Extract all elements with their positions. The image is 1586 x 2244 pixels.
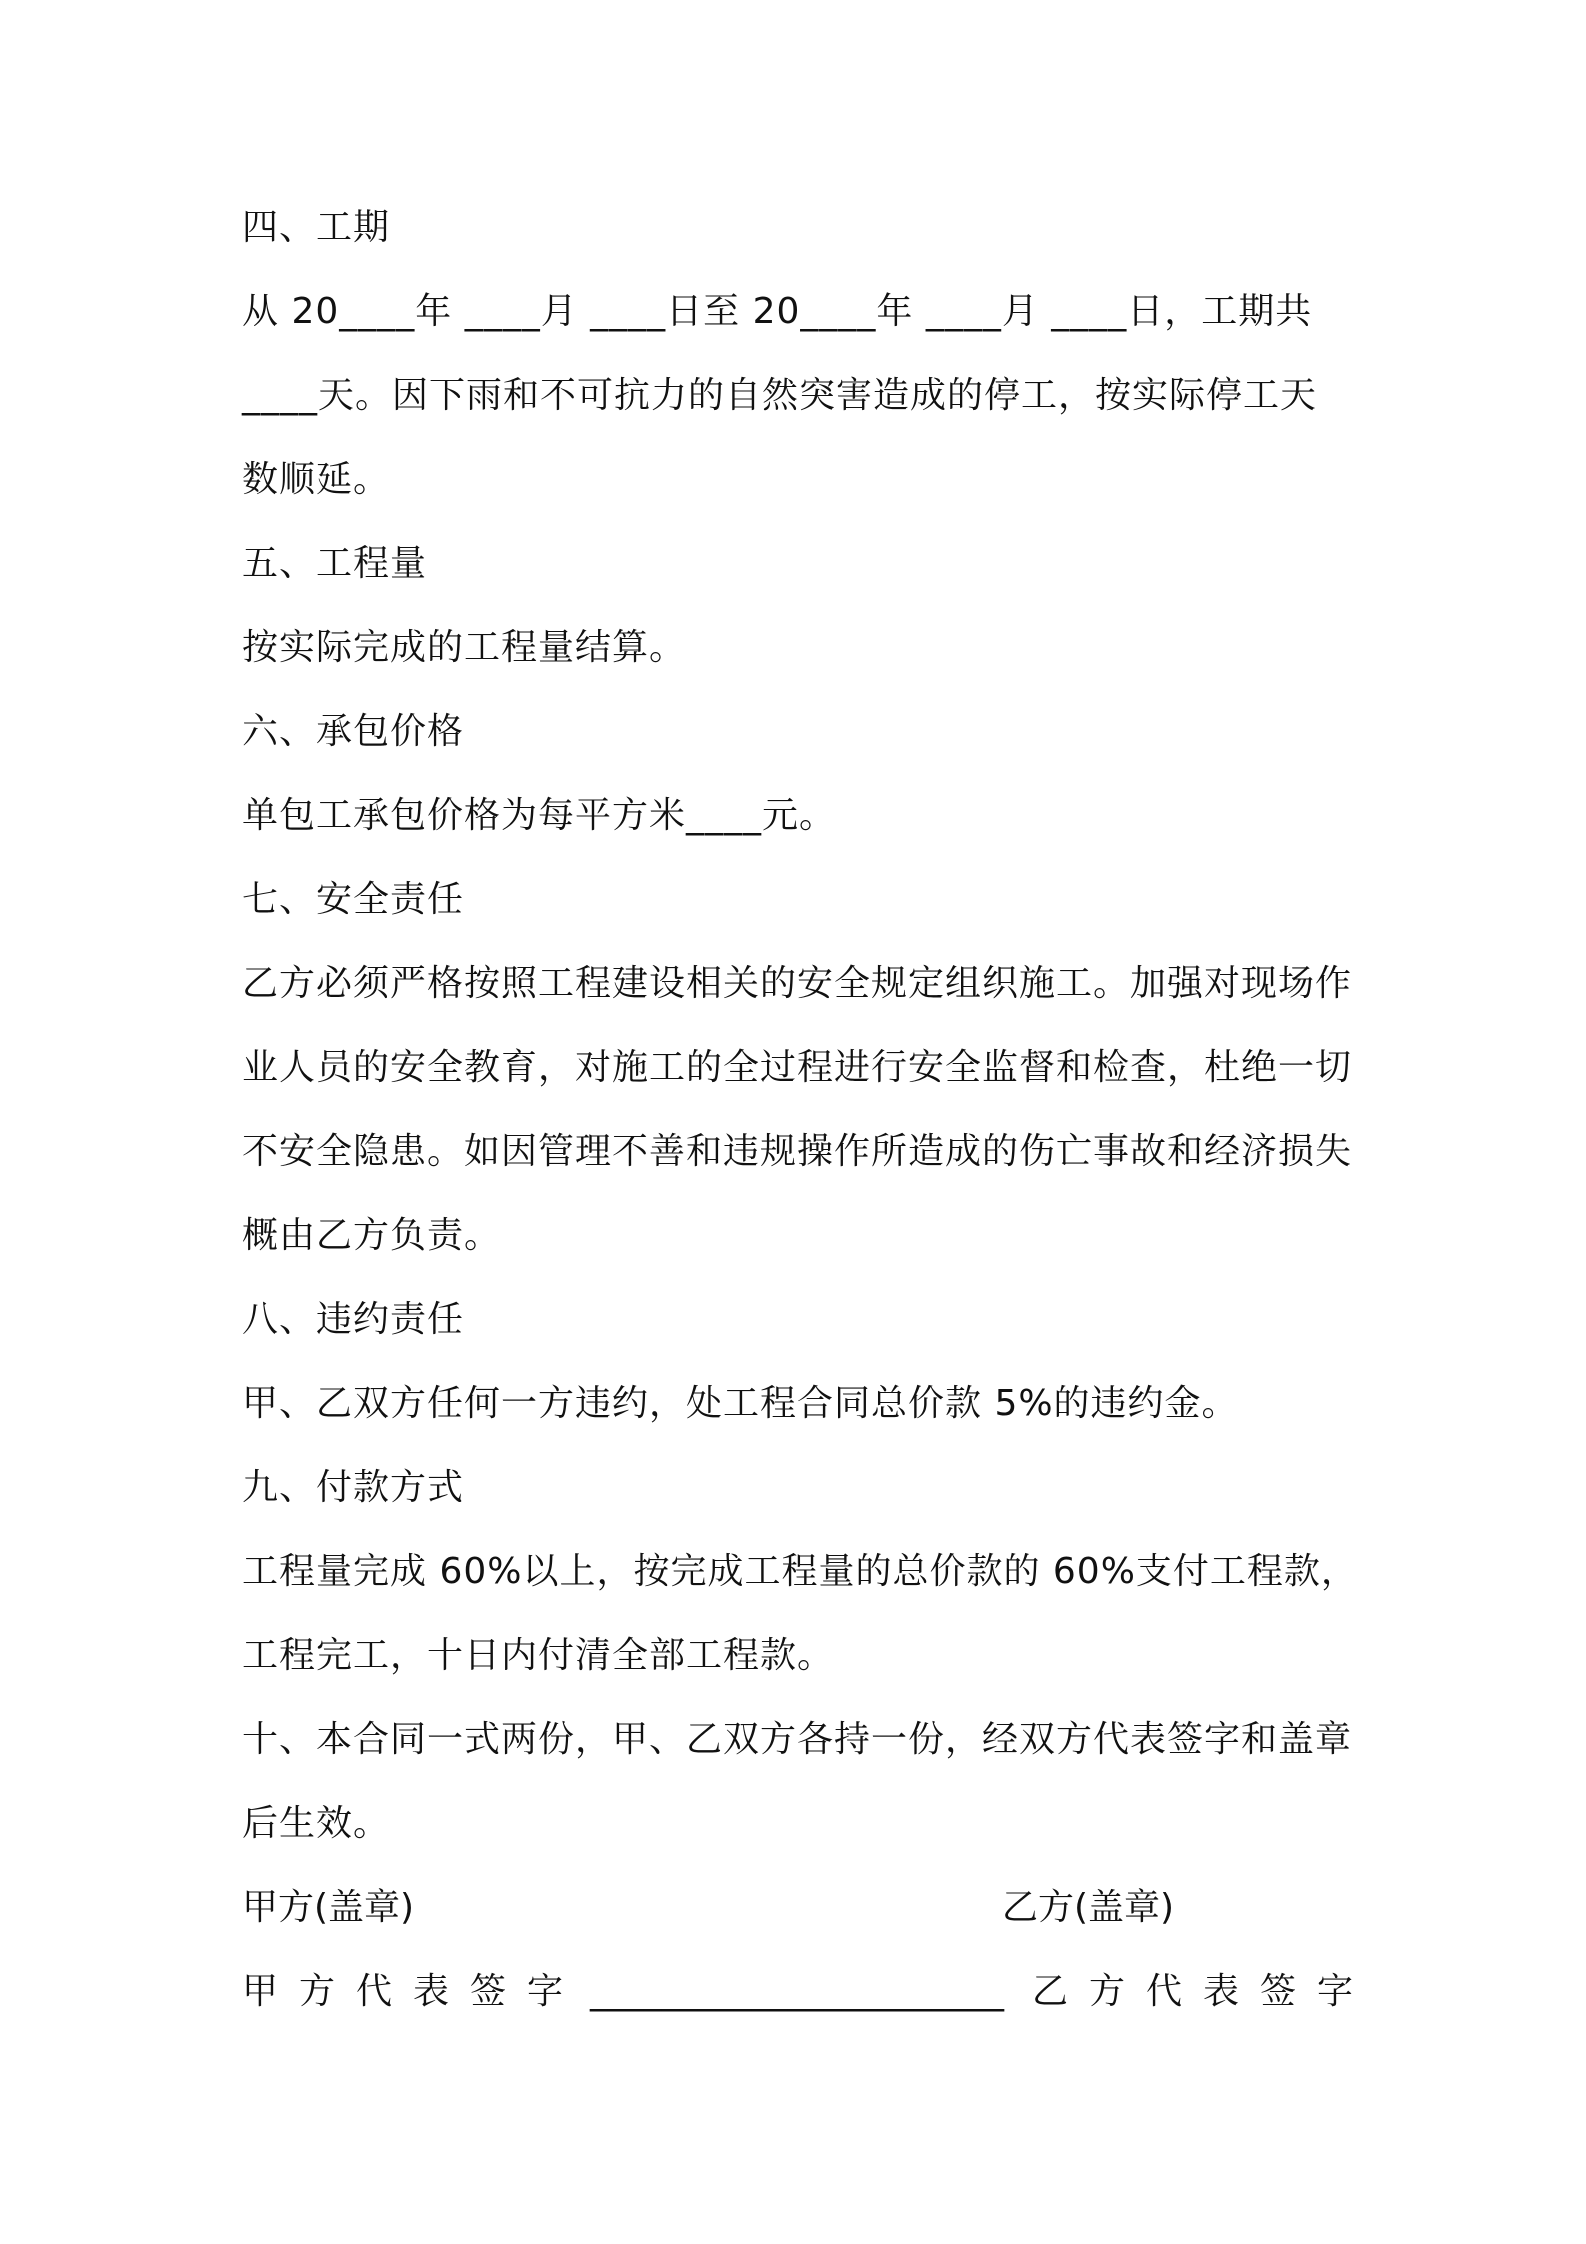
section-4-title: 四、工期 <box>242 207 391 248</box>
section-9-title: 九、付款方式 <box>242 1467 465 1508</box>
section-9-text-line-1: 工程量完成 60%以上，按完成工程量的总价款的 60%支付工程款， <box>242 1551 1358 1592</box>
section-4-text-line-3: 数顺延。 <box>242 459 391 500</box>
party-b-representative-label: 乙方代表签字 <box>1032 1971 1375 2012</box>
stamp-row <box>242 1866 1356 1950</box>
section-8-text-line-1: 甲、乙双方任何一方违约，处工程合同总价款 5%的违约金。 <box>242 1383 1239 1424</box>
section-10-text-line-1: 十、本合同一式两份，甲、乙双方各持一份，经双方代表签字和盖章 <box>242 1719 1353 1760</box>
section-6-title: 六、承包价格 <box>242 711 465 752</box>
party-a-stamp-label: 甲方(盖章) <box>242 1887 415 1928</box>
section-8-title: 八、违约责任 <box>242 1299 465 1340</box>
section-7-text-line-3: 不安全隐患。如因管理不善和违规操作所造成的伤亡事故和经济损失 <box>242 1131 1353 1172</box>
section-5-title: 五、工程量 <box>242 543 428 584</box>
section-9-text-line-2: 工程完工，十日内付清全部工程款。 <box>242 1635 835 1676</box>
section-5-text-line-1: 按实际完成的工程量结算。 <box>242 627 687 668</box>
section-7-text-line-4: 概由乙方负责。 <box>242 1215 502 1256</box>
signature-blank-line: _______________________ <box>590 1971 1004 2012</box>
party-a-representative-label: 甲方代表签字 <box>242 1971 585 2012</box>
section-7-text-line-1: 乙方必须严格按照工程建设相关的安全规定组织施工。加强对现场作 <box>242 963 1353 1004</box>
representative-signature-row <box>242 1950 1375 2034</box>
section-7-title: 七、安全责任 <box>242 879 465 920</box>
section-4-text-line-2: ____天。因下雨和不可抗力的自然突害造成的停工，按实际停工天 <box>242 375 1318 416</box>
party-b-stamp-label: 乙方(盖章) <box>1002 1887 1175 1928</box>
section-10-text-line-2: 后生效。 <box>242 1803 391 1844</box>
section-6-text-line-1: 单包工承包价格为每平方米____元。 <box>242 795 837 836</box>
section-7-text-line-2: 业人员的安全教育，对施工的全过程进行安全监督和检查，杜绝一切 <box>242 1047 1353 1088</box>
section-4-text-line-1: 从 20____年 ____月 ____日至 20____年 ____月 ____日，工期共 <box>242 291 1313 332</box>
